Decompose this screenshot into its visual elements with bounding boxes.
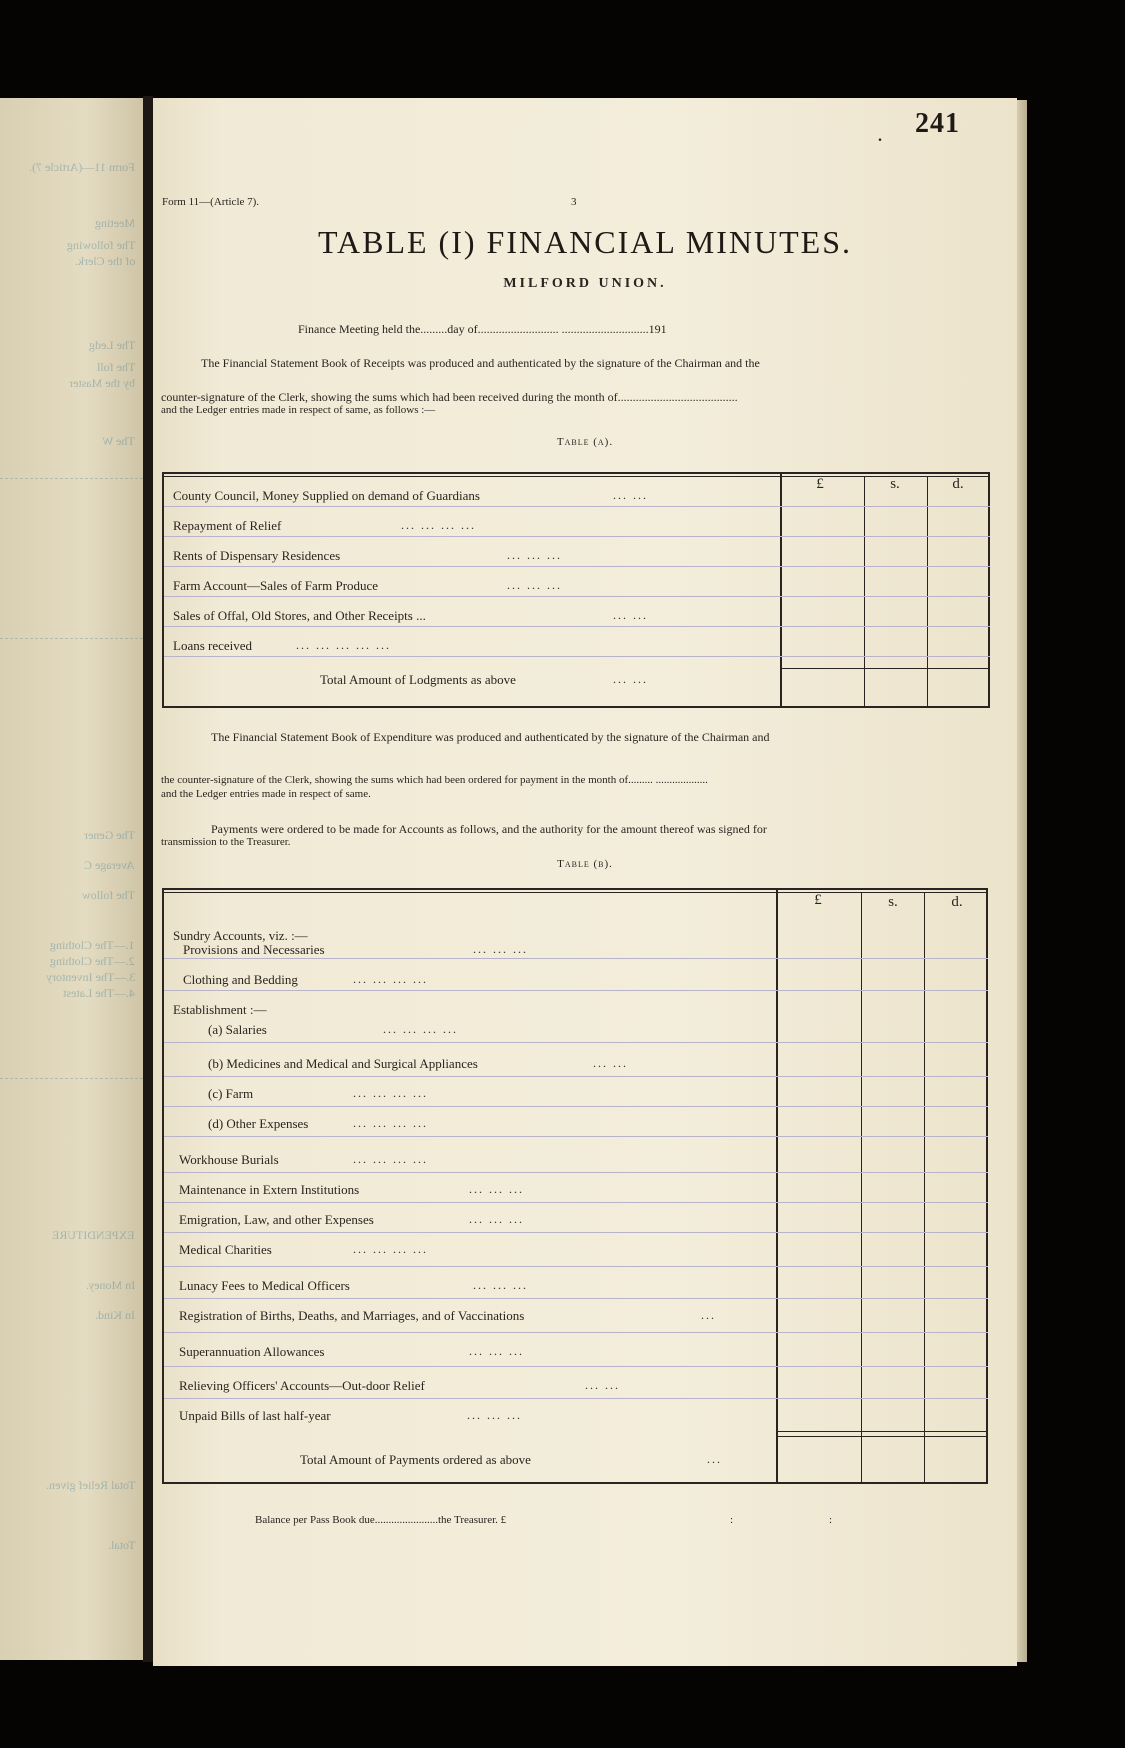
form-page bbox=[153, 98, 1017, 1666]
table-b-pounds-header: £ bbox=[814, 892, 822, 908]
table-b-row: (b) Medicines and Medical and Surgical Appliances bbox=[208, 1056, 478, 1071]
left-page-ghost-text: The follow bbox=[82, 888, 135, 902]
left-page-ghost-text: The W bbox=[102, 434, 135, 448]
table-b-row: Relieving Officers' Accounts—Out-door Relief bbox=[179, 1378, 425, 1393]
page-edge bbox=[1017, 100, 1027, 1662]
left-page-ghost-text: by the Master bbox=[69, 376, 135, 390]
table-b-shillings-header: s. bbox=[888, 894, 898, 910]
table-b-row-dots: ... ... ... ... bbox=[353, 1152, 428, 1166]
book-spine bbox=[143, 96, 153, 1662]
expenditure-paragraph-line-1: The Financial Statement Book of Expenditure was produced and authenticated by the signature of the Chairman and bbox=[211, 730, 770, 744]
balance-colon-1: : bbox=[730, 1514, 734, 1526]
left-page-ghost-text: Average C bbox=[84, 858, 135, 872]
table-a-row: Rents of Dispensary Residences bbox=[173, 548, 341, 563]
receipts-paragraph-line-3: and the Ledger entries made in respect of same, as follows :— bbox=[161, 404, 436, 416]
left-page-ghost-text: 3.—The Inventory bbox=[45, 970, 135, 984]
table-b-total-dots: ... bbox=[707, 1452, 722, 1466]
table-b-row-dots: ... ... ... bbox=[469, 1182, 524, 1196]
table-b-row: Superannuation Allowances bbox=[179, 1344, 325, 1359]
table-b-row-dots: ... ... bbox=[593, 1056, 628, 1070]
table-a-row: Repayment of Relief bbox=[173, 518, 282, 533]
table-b-row-dots: ... ... ... bbox=[469, 1212, 524, 1226]
expenditure-paragraph-line-2: the counter-signature of the Clerk, showing the sums which had been ordered for payment in the month of......... ................... bbox=[161, 774, 708, 786]
table-b-row-dots: ... bbox=[701, 1308, 716, 1322]
table-a-row: Farm Account—Sales of Farm Produce bbox=[173, 578, 379, 593]
table-b-row: Provisions and Necessaries bbox=[183, 942, 325, 957]
table-a-total-label: Total Amount of Lodgments as above bbox=[320, 672, 516, 687]
left-page-ghost-text: 4.—The Latest bbox=[63, 986, 135, 1000]
table-b-row: Maintenance in Extern Institutions bbox=[179, 1182, 360, 1197]
table-a-row-dots: ... ... bbox=[613, 488, 648, 502]
table-b-row: Unpaid Bills of last half-year bbox=[179, 1408, 331, 1423]
receipts-paragraph-line-2: counter-signature of the Clerk, showing the sums which had been received during the month of........................................ bbox=[161, 390, 738, 404]
left-page-ghost-text: The following bbox=[66, 238, 135, 252]
table-b-row-dots: ... ... bbox=[585, 1378, 620, 1392]
table-a-pounds-header: £ bbox=[816, 476, 824, 492]
table-a-row-dots: ... ... ... ... ... bbox=[296, 638, 391, 652]
payments-paragraph-line-1: Payments were ordered to be made for Accounts as follows, and the authority for the amount thereof was signed for bbox=[211, 822, 767, 836]
table-b-sundry-heading: Sundry Accounts, viz. :— bbox=[173, 928, 308, 943]
table-a-row: Sales of Offal, Old Stores, and Other Receipts ... bbox=[173, 608, 426, 623]
table-b-row-dots: ... ... ... ... bbox=[383, 1022, 458, 1036]
table-b-row-dots: ... ... ... ... bbox=[353, 1086, 428, 1100]
sheet-number: 3 bbox=[571, 196, 577, 208]
left-page-ghost-text: EXPENDITURE bbox=[52, 1228, 135, 1242]
balance-colon-2: : bbox=[829, 1514, 833, 1526]
table-b-row: (c) Farm bbox=[208, 1086, 254, 1101]
balance-line: Balance per Pass Book due.......................the Treasurer. £ bbox=[255, 1514, 507, 1526]
table-b-row: Lunacy Fees to Medical Officers bbox=[179, 1278, 350, 1293]
table-b-row-dots: ... ... ... bbox=[473, 942, 528, 956]
table-a-pence-header: d. bbox=[952, 476, 964, 492]
table-b-row-dots: ... ... ... ... bbox=[353, 1116, 428, 1130]
left-page-ghost-text: In Kind. bbox=[95, 1308, 135, 1322]
table-b-establishment-heading: Establishment :— bbox=[173, 1002, 267, 1017]
meeting-line: Finance Meeting held the.........day of........................... .............................191 bbox=[298, 322, 667, 336]
page-number: 241 bbox=[915, 108, 960, 139]
table-a-row-dots: ... ... ... ... bbox=[401, 518, 476, 532]
table-b-row-dots: ... ... ... ... bbox=[353, 972, 428, 986]
page-title: TABLE (I) FINANCIAL MINUTES. bbox=[318, 224, 852, 260]
table-b-row: Emigration, Law, and other Expenses bbox=[179, 1212, 374, 1227]
form-reference: Form 11—(Article 7). bbox=[162, 196, 260, 208]
table-b-row-dots: ... ... ... bbox=[467, 1408, 522, 1422]
table-a-row-dots: ... ... ... bbox=[507, 578, 562, 592]
table-b-caption: Table (b). bbox=[557, 858, 613, 870]
table-a-row-dots: ... ... ... bbox=[507, 548, 562, 562]
left-page-ghost-text: Total Relief given. bbox=[45, 1478, 135, 1492]
table-b-row: Clothing and Bedding bbox=[183, 972, 298, 987]
table-b-row-dots: ... ... ... ... bbox=[353, 1242, 428, 1256]
left-page-ghost-text: The Ledg bbox=[88, 338, 135, 352]
left-page-ghost-text: Form 11—(Article 7). bbox=[29, 160, 135, 174]
left-page-ghost-text: In Money. bbox=[85, 1278, 135, 1292]
receipts-paragraph-line-1: The Financial Statement Book of Receipts was produced and authenticated by the signature of the Chairman and the bbox=[201, 356, 760, 370]
left-page-ghost-text: Total. bbox=[107, 1538, 135, 1552]
table-a-caption: Table (a). bbox=[556, 436, 614, 448]
table-a-total-dots: ... ... bbox=[613, 672, 648, 686]
table-a-shillings-header: s. bbox=[890, 476, 900, 492]
table-b-row: (d) Other Expenses bbox=[208, 1116, 309, 1131]
left-page-ghost-text: The Gener bbox=[84, 828, 135, 842]
table-a-row: County Council, Money Supplied on demand of Guardians bbox=[173, 488, 480, 503]
table-b-row-dots: ... ... ... bbox=[469, 1344, 524, 1358]
table-b-row: (a) Salaries bbox=[208, 1022, 267, 1037]
left-facing-page bbox=[0, 98, 143, 1660]
payments-paragraph-line-2: transmission to the Treasurer. bbox=[161, 836, 291, 848]
left-page-ghost-text: of the Clerk. bbox=[74, 254, 135, 268]
table-a-row-dots: ... ... bbox=[613, 608, 648, 622]
left-page-ghost-text: The foll bbox=[96, 360, 135, 374]
table-b-total-label: Total Amount of Payments ordered as above bbox=[300, 1452, 531, 1467]
left-page-ghost-text: Meeting bbox=[95, 216, 135, 230]
table-b-row: Registration of Births, Deaths, and Marriages, and of Vaccinations bbox=[179, 1308, 525, 1323]
table-a-row: Loans received bbox=[173, 638, 253, 653]
page-mark: . bbox=[878, 128, 882, 145]
table-b-row: Medical Charities bbox=[179, 1242, 272, 1257]
table-b-pence-header: d. bbox=[951, 894, 963, 910]
table-b-row-dots: ... ... ... bbox=[473, 1278, 528, 1292]
union-name: MILFORD UNION. bbox=[503, 276, 667, 291]
left-page-ghost-text: 1.—The Clothing bbox=[50, 938, 135, 952]
expenditure-paragraph-line-3: and the Ledger entries made in respect of same. bbox=[161, 788, 371, 800]
left-page-ghost-text: 2.—The Clothing bbox=[50, 954, 135, 968]
table-b-row: Workhouse Burials bbox=[179, 1152, 279, 1167]
